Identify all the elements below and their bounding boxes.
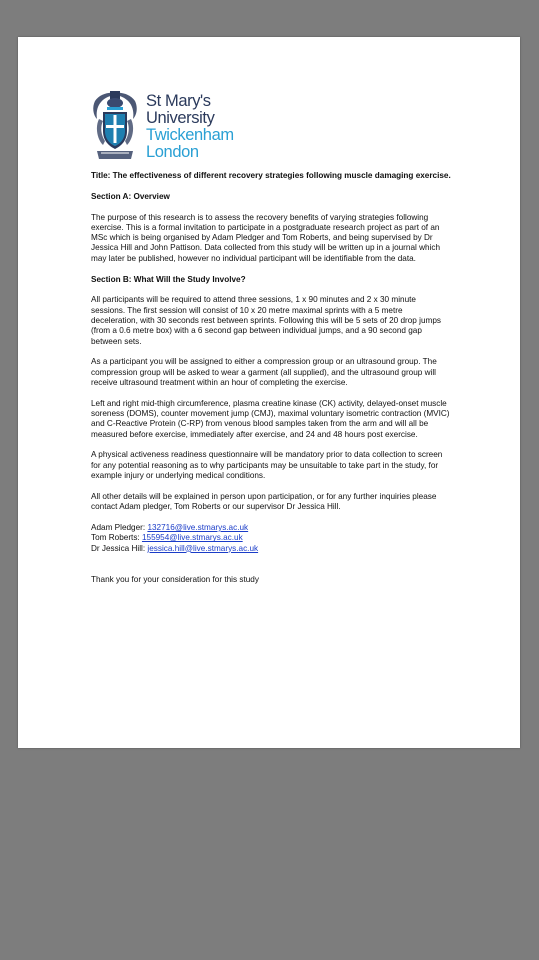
crest-icon	[91, 89, 139, 163]
section-a-paragraph: The purpose of this research is to assess the recovery benefits of varying strategies following exercise. This is a formal invitation to participate in a postgraduate research project as part of an MSc which is being organised by Adam Pledger and Tom Roberts, and being supervised by Dr Jessica Hill and John Pattison. Data collected from this study will be written up in a journal which may later be published, however no individual participant will be identifiable from the data.	[91, 212, 441, 263]
logo-line-1: St Mary's	[146, 92, 211, 110]
section-b-heading: Section B: What Will the Study Involve?	[91, 274, 246, 284]
university-name	[146, 93, 234, 161]
section-b-paragraph-1: All participants will be required to attend three sessions, 1 x 90 minutes and 2 x 30 minute sessions. The first session will consist of 10 x 20 metre maximal sprints with a 5 metre deceleration, with 30 seconds rest between sprints. Following this will be 5 sets of 20 drop jumps (from a 0.6 metre box) with a 6 second gap between individual jumps, and a 90 second gap between sets.	[91, 295, 441, 346]
contact-line	[91, 533, 451, 543]
section-b-paragraph-3: Left and right mid-thigh circumference, plasma creatine kinase (CK) activity, delayed-onset muscle soreness (DOMS), counter movement jump (CMJ), maximal voluntary isometric contraction (MVIC) and C-Reactive Protein (C-RP) from venous blood samples taken from the arm and will all be measured before exercise, immediately after exercise, and 24 and 48 hours post exercise.	[91, 398, 450, 439]
university-logo	[91, 89, 251, 167]
section-b-paragraph-4: A physical activeness readiness questionnaire will be mandatory prior to data collection to screen for any potential reasoning as to why participants may be unsuitable to take part in the study, for example injury or underlying medical conditions.	[91, 450, 443, 481]
email-link[interactable]: 155954@live.stmarys.ac.uk	[141, 533, 243, 543]
logo-line-2: University	[146, 109, 215, 127]
section-b-paragraph-5: All other details will be explained in person upon participation, or for any further inquiries please contact Adam pledger, Tom Roberts or our supervisor Dr Jessica Hill.	[91, 491, 437, 512]
section-a-heading: Section A: Overview	[91, 191, 170, 201]
closing-thanks: Thank you for your consideration for this study	[91, 574, 259, 584]
contact-label: Adam Pledger:	[91, 522, 148, 532]
logo-line-3: Twickenham	[146, 126, 234, 144]
contact-label: Dr Jessica Hill:	[91, 543, 148, 553]
contact-label: Tom Roberts:	[91, 533, 142, 543]
contact-line	[91, 544, 451, 554]
contact-line	[91, 523, 451, 533]
contact-list	[91, 523, 451, 554]
logo-line-4: London	[146, 143, 199, 161]
document-page	[18, 37, 520, 748]
email-link[interactable]: 132716@live.stmarys.ac.uk	[147, 522, 249, 532]
document-body	[91, 171, 451, 596]
document-title: Title: The effectiveness of different recovery strategies following muscle damaging exercise.	[91, 171, 451, 180]
section-b-paragraph-2: As a participant you will be assigned to either a compression group or an ultrasound group. The compression group will be asked to wear a garment (all supplied), and the ultrasound group will receive ultrasound treatment within an hour of completing the exercise.	[91, 357, 437, 387]
email-link[interactable]: jessica.hill@live.stmarys.ac.uk	[147, 543, 259, 553]
